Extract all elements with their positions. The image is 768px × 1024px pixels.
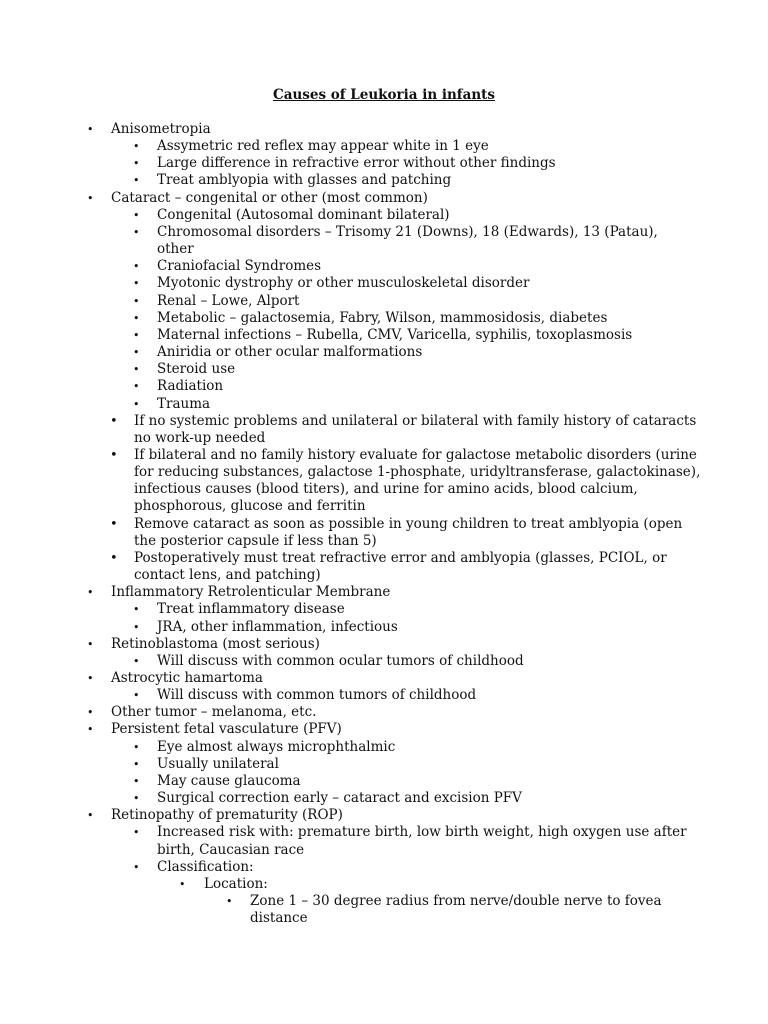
- list-item-text: other: [157, 241, 194, 258]
- bullet-icon: •: [133, 397, 140, 411]
- bullet-icon: •: [133, 792, 140, 806]
- list-item: [0, 601, 768, 618]
- bullet-icon: •: [110, 413, 118, 429]
- bullet-icon: •: [133, 277, 140, 291]
- list-item: [0, 584, 768, 601]
- list-item: [0, 396, 768, 413]
- list-item: [0, 653, 768, 670]
- list-item-text: Location:: [204, 875, 268, 892]
- list-item: [0, 859, 768, 876]
- list-item: [0, 842, 768, 859]
- list-item-text: If no systemic problems and unilateral or bilateral with family history of cataracts: [134, 412, 697, 429]
- bullet-icon: •: [226, 895, 233, 909]
- bullet-icon: •: [133, 620, 140, 634]
- bullet-icon: •: [87, 637, 94, 651]
- list-item-text: Increased risk with: premature birth, low birth weight, high oxygen use after: [157, 824, 687, 841]
- bullet-icon: •: [110, 550, 118, 566]
- bullet-icon: •: [133, 157, 140, 171]
- list-item-text: Classification:: [157, 858, 254, 875]
- bullet-icon: •: [179, 877, 186, 891]
- list-item-text: Eye almost always microphthalmic: [157, 738, 396, 755]
- list-item-text: phosphorous, glucose and ferritin: [134, 498, 366, 515]
- list-item-text: Retinoblastoma (most serious): [111, 635, 320, 652]
- list-item-text: Treat amblyopia with glasses and patching: [157, 172, 452, 189]
- list-item: [0, 498, 768, 515]
- bullet-icon: •: [133, 860, 140, 874]
- list-item: [0, 241, 768, 258]
- list-item-text: Zone 1 – 30 degree radius from nerve/double nerve to fovea: [250, 893, 662, 910]
- bullet-icon: •: [133, 208, 140, 222]
- list-item: [0, 704, 768, 721]
- list-item-text: infectious causes (blood titers), and urine for amino acids, blood calcium,: [134, 481, 638, 498]
- bullet-icon: •: [133, 328, 140, 342]
- list-item-text: Remove cataract as soon as possible in young children to treat amblyopia (open: [134, 515, 683, 532]
- list-item-text: Large difference in refractive error without other findings: [157, 155, 556, 172]
- list-item: [0, 378, 768, 395]
- bullet-icon: •: [133, 174, 140, 188]
- list-item: [0, 619, 768, 636]
- bullet-icon: •: [87, 191, 94, 205]
- bullet-icon: •: [87, 809, 94, 823]
- list-item: [0, 293, 768, 310]
- list-item: [0, 481, 768, 498]
- list-item-text: Cataract – congenital or other (most common): [111, 189, 428, 206]
- list-item: [0, 413, 768, 430]
- document-title: Causes of Leukoria in infants: [272, 87, 496, 103]
- list-item: [0, 876, 768, 893]
- list-item-text: Craniofacial Syndromes: [157, 258, 322, 275]
- list-item-text: for reducing substances, galactose 1-phosphate, uridyltransferase, galactokinase),: [134, 464, 701, 481]
- list-item-text: Will discuss with common tumors of childhood: [157, 687, 477, 704]
- bullet-icon: •: [133, 311, 140, 325]
- list-item: [0, 138, 768, 155]
- list-item: [0, 807, 768, 824]
- list-item-text: Persistent fetal vasculature (PFV): [111, 721, 342, 738]
- list-item-text: Metabolic – galactosemia, Fabry, Wilson, mammosidosis, diabetes: [157, 309, 608, 326]
- list-item-text: Anisometropia: [111, 121, 211, 137]
- list-item-text: contact lens, and patching): [134, 567, 321, 584]
- list-item-text: Congenital (Autosomal dominant bilateral): [157, 206, 450, 223]
- list-item-text: the posterior capsule if less than 5): [134, 532, 377, 549]
- list-item-text: Retinopathy of prematurity (ROP): [111, 807, 343, 824]
- bullet-icon: •: [87, 723, 94, 737]
- bullet-icon: •: [87, 672, 94, 685]
- list-item: [0, 275, 768, 292]
- bullet-icon: •: [87, 586, 94, 600]
- list-item: [0, 756, 768, 773]
- bullet-list: [0, 121, 768, 927]
- list-item: [0, 361, 768, 378]
- list-item-text: Maternal infections – Rubella, CMV, Varicella, syphilis, toxoplasmosis: [157, 326, 633, 343]
- bullet-icon: •: [133, 757, 140, 771]
- list-item-text: Astrocytic hamartoma: [111, 670, 263, 686]
- list-item-text: Renal – Lowe, Alport: [157, 292, 300, 309]
- bullet-icon: •: [87, 706, 94, 720]
- bullet-icon: •: [133, 140, 140, 154]
- bullet-icon: •: [133, 689, 140, 703]
- list-item-text: Other tumor – melanoma, etc.: [111, 704, 317, 721]
- list-item-text: May cause glaucoma: [157, 772, 301, 789]
- list-item: [0, 893, 768, 910]
- list-item-text: birth, Caucasian race: [157, 841, 305, 858]
- list-item-text: Will discuss with common ocular tumors of childhood: [157, 652, 524, 669]
- bullet-icon: •: [133, 654, 140, 668]
- list-item: [0, 687, 768, 704]
- bullet-icon: •: [133, 826, 140, 840]
- list-item-text: no work-up needed: [134, 429, 266, 446]
- list-item-text: Steroid use: [157, 361, 236, 378]
- list-item: [0, 636, 768, 653]
- list-item: [0, 430, 768, 447]
- list-item: [0, 344, 768, 361]
- list-item: [0, 910, 768, 927]
- list-item: [0, 550, 768, 567]
- bullet-icon: •: [133, 774, 140, 788]
- bullet-icon: •: [133, 225, 140, 239]
- list-item-text: distance: [250, 910, 308, 927]
- list-item-text: If bilateral and no family history evaluate for galactose metabolic disorders (urine: [134, 446, 697, 463]
- list-item: [0, 121, 768, 138]
- list-item-text: Surgical correction early – cataract and excision PFV: [157, 790, 522, 807]
- bullet-icon: •: [110, 447, 118, 463]
- bullet-icon: •: [133, 603, 140, 617]
- list-item-text: Chromosomal disorders – Trisomy 21 (Downs), 18 (Edwards), 13 (Patau),: [157, 223, 658, 240]
- bullet-icon: •: [133, 380, 140, 394]
- list-item: [0, 790, 768, 807]
- list-item: [0, 773, 768, 790]
- list-item: [0, 447, 768, 464]
- list-item: [0, 464, 768, 481]
- list-item: [0, 155, 768, 172]
- list-item-text: Myotonic dystrophy or other musculoskeletal disorder: [157, 275, 530, 292]
- list-item: [0, 327, 768, 344]
- list-item-text: Aniridia or other ocular malformations: [157, 344, 423, 361]
- bullet-icon: •: [133, 294, 140, 308]
- list-item: [0, 310, 768, 327]
- bullet-icon: •: [110, 516, 118, 532]
- bullet-icon: •: [87, 123, 94, 136]
- list-item: [0, 172, 768, 189]
- list-item: [0, 258, 768, 275]
- bullet-icon: •: [133, 740, 140, 754]
- list-item-text: Inflammatory Retrolenticular Membrane: [111, 584, 391, 601]
- bullet-icon: •: [133, 363, 140, 377]
- list-item: [0, 567, 768, 584]
- list-item: [0, 670, 768, 687]
- list-item: [0, 224, 768, 241]
- list-item-text: Assymetric red reflex may appear white in 1 eye: [157, 138, 489, 155]
- list-item-text: Treat inflammatory disease: [157, 601, 345, 618]
- list-item: [0, 207, 768, 224]
- list-item: [0, 516, 768, 533]
- list-item: [0, 533, 768, 550]
- list-item: [0, 721, 768, 738]
- list-item-text: Usually unilateral: [157, 755, 279, 772]
- list-item-text: JRA, other inflammation, infectious: [157, 618, 398, 635]
- list-item: [0, 190, 768, 207]
- list-item: [0, 739, 768, 756]
- bullet-icon: •: [133, 260, 140, 274]
- bullet-icon: •: [133, 346, 140, 360]
- list-item: [0, 824, 768, 841]
- list-item-text: Radiation: [157, 378, 224, 395]
- list-item-text: Postoperatively must treat refractive error and amblyopia (glasses, PCIOL, or: [134, 549, 667, 566]
- list-item-text: Trauma: [157, 395, 211, 412]
